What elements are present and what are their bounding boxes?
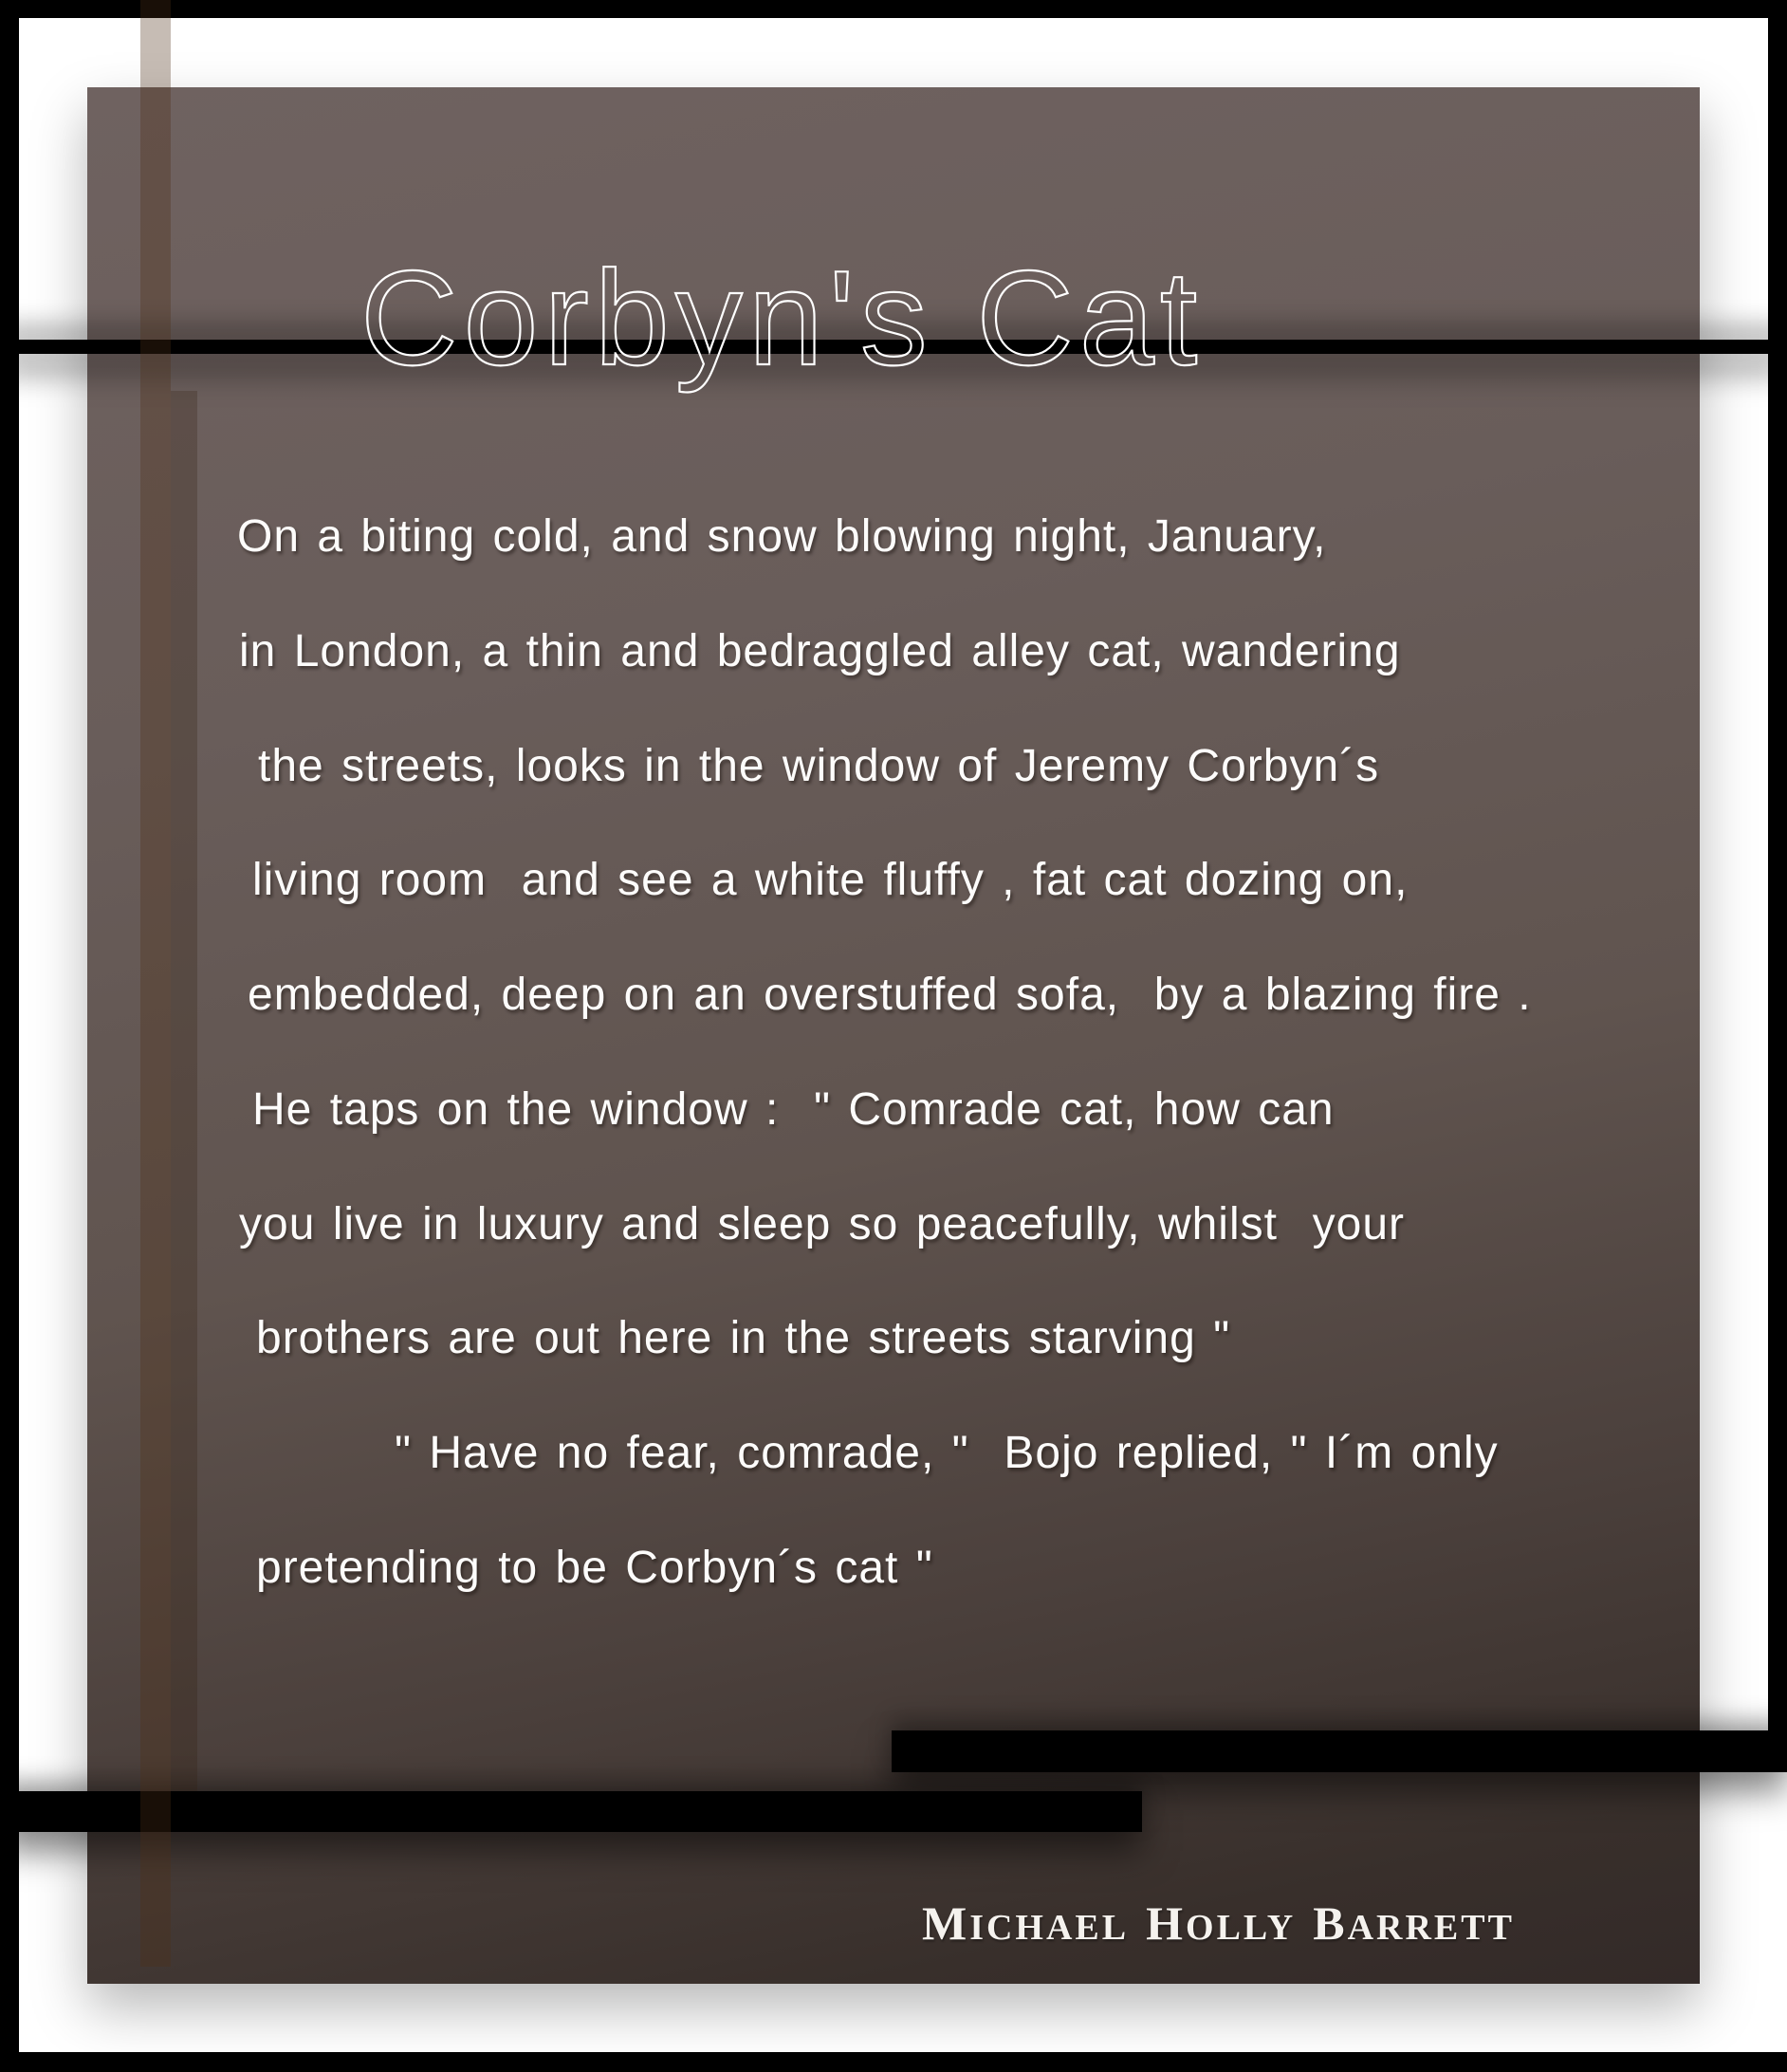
vertical-stripe xyxy=(140,0,171,1967)
author-rest: OLLY xyxy=(1186,1908,1297,1948)
accent-bar-bottom-left xyxy=(0,1791,1142,1832)
frame-bottom-bar xyxy=(0,2052,1787,2072)
author-rest: ICHAEL xyxy=(969,1908,1130,1948)
author-initial: M xyxy=(922,1896,970,1950)
frame-right-bar xyxy=(1768,0,1787,1772)
frame-left-bar xyxy=(0,0,19,2072)
poem-line: pretending to be Corbyn´s cat " xyxy=(256,1543,933,1593)
poem-line: living room and see a white fluffy , fat cat dozing on, xyxy=(252,855,1409,905)
author-initial: B xyxy=(1313,1896,1348,1950)
poem-title: Corbyn's Cat xyxy=(360,243,1204,394)
poem-line: He taps on the window : " Comrade cat, how can xyxy=(252,1084,1335,1135)
author-name xyxy=(922,1896,1515,1951)
poem-line: in London, a thin and bedraggled alley cat, wandering xyxy=(239,626,1401,676)
author-rest: ARRETT xyxy=(1347,1908,1515,1948)
accent-bar-bottom-right xyxy=(892,1730,1787,1772)
poem-line: the streets, looks in the window of Jeremy Corbyn´s xyxy=(258,741,1380,791)
poem-line: embedded, deep on an overstuffed sofa, by a blazing fire . xyxy=(248,970,1532,1020)
vertical-stripe-shadow xyxy=(171,391,197,1791)
author-initial: H xyxy=(1146,1896,1187,1950)
poem-line: you live in luxury and sleep so peacefully, whilst your xyxy=(239,1199,1406,1249)
author-word xyxy=(1313,1896,1515,1950)
poem-line: On a biting cold, and snow blowing night, January, xyxy=(237,511,1327,562)
poem-line: brothers are out here in the streets starving " xyxy=(256,1313,1231,1363)
author-word xyxy=(1146,1896,1297,1950)
author-word xyxy=(922,1896,1130,1950)
poem-line: " Have no fear, comrade, " Bojo replied, " I´m only xyxy=(395,1428,1499,1478)
frame-top-bar xyxy=(0,0,1787,18)
